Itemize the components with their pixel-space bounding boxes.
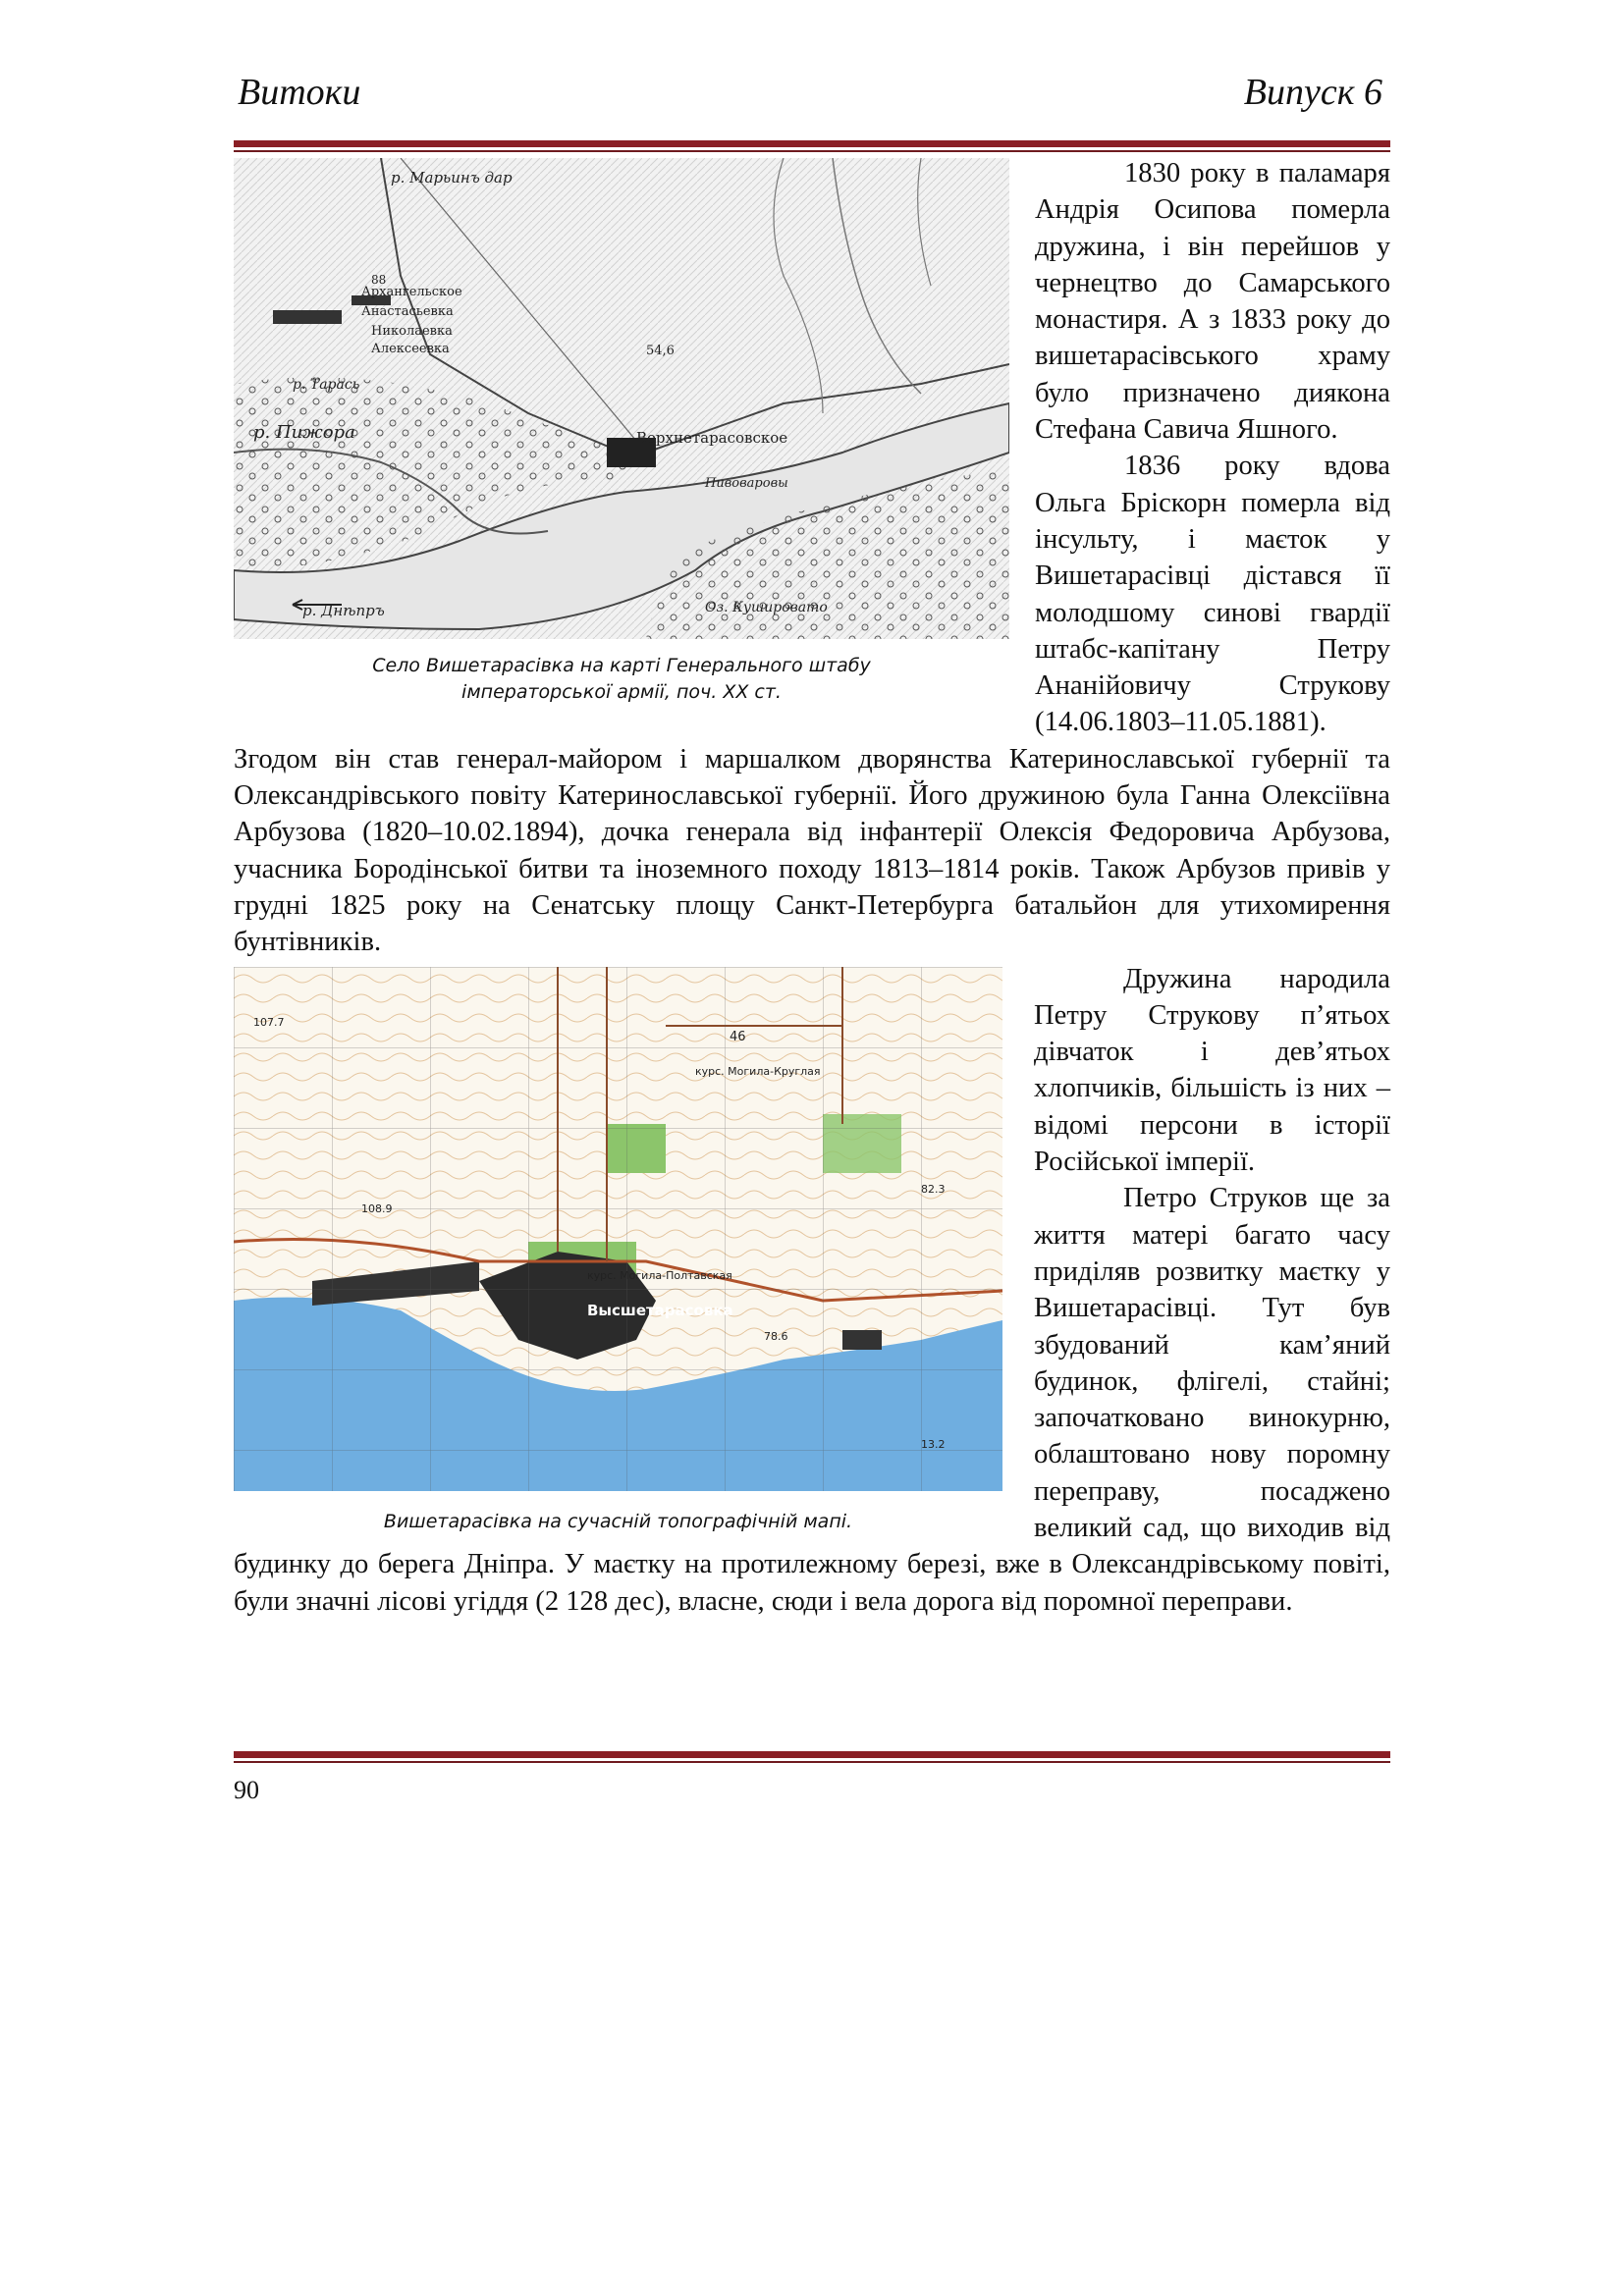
journal-title: Витоки	[238, 72, 361, 113]
hist-map-label: Николаевка	[371, 324, 453, 339]
historical-map-image	[234, 158, 1009, 639]
hist-map-label: 54,6	[646, 344, 675, 358]
topo-map-label: Высшетарасовка	[587, 1301, 733, 1319]
hist-map-label: Верхнетарасовское	[636, 429, 788, 447]
hist-map-label: Анастасьевка	[361, 304, 454, 319]
topo-map-label: курс. Могила-Круглая	[695, 1064, 821, 1078]
hist-map-label: р. Пижора	[253, 422, 355, 443]
paragraph: 1830 року в паламаря Андрія Осипова померла дружина, і він перейшов у чернецтво до Самарського монастиря. А з 1833 року до вишетарасівського храму було призначено диякона Стефана Савича Яшного.	[1035, 158, 1390, 446]
caption-line: Село Вишетарасівка на карті Генерального штабу	[372, 655, 871, 676]
hist-map-label: 88	[371, 273, 387, 287]
topo-map-label: 13.2	[921, 1437, 946, 1451]
hist-map-label: Пивоваровы	[705, 476, 788, 491]
hist-map-label: Алексеевка	[371, 342, 450, 356]
hist-map-label: р. Тарась	[293, 377, 360, 393]
paragraph: 1836 року вдова Ольга Бріскорн померла від інсульту, і маєток у Вишетарасівці дістався її молодшому синові гвардії штабс-капітану Петру Ананійовичу Струкову (14.06.1803–11.05.1881). Згодом він став генерал-майором і маршалком дворянства Катеринославської губернії та Олександрівського повіту Катеринославської губернії. Його дружиною була Ганна Олексіївна Арбузова (1820–10.02.1894), дочка генерала від інфантерії Олексія Федоровича Арбузова, учасника Бородінської битви та іноземного походу 1813–1814 років. Також Арбузов привів у грудні 1825 року на Сенатську площу Санкт-Петербурга батальйон для утихомирення бунтівників.	[234, 451, 1390, 958]
hist-map-label: р. Днѣпръ	[302, 602, 385, 619]
topo-map-label: 107.7	[253, 1015, 285, 1029]
hist-map-label: р. Марьинъ дар	[391, 169, 513, 187]
hist-map-label: Оз. Кушировато	[705, 600, 828, 615]
paragraph: Дружина народила Петру Струкову п’ятьох дівчаток і дев’ятьох хлопчиків, більшість із них – відомі персони в історії Російської імперії.	[1034, 963, 1390, 1178]
hist-map-label: Архангельское	[361, 285, 462, 299]
historical-map-figure	[234, 158, 1009, 716]
footer-rule	[234, 1751, 1390, 1763]
article-body	[234, 155, 1390, 1620]
figure2-caption: Вишетарасівка на сучасній топографічній мапі.	[383, 1510, 853, 1532]
topo-map-label: курс. Могила-Полтавская	[587, 1268, 732, 1282]
paragraph: Петро Струков ще за життя матері багато часу приділяв розвитку маєтку у Вишетарасівці. Тут був збудований кам’яний будинок, флігелі, стайні; започатковано винокурню, облаштовано нову поромну переправу, посаджено великий сад, що виходив від будинку до берега Дніпра. У маєтку на протилежному березі, вже в Олександрівському повіті, були значні лісові угіддя (2 128 дес), власне, сюди і вела дорога від поромної переправи.	[234, 1183, 1390, 1617]
running-header	[234, 71, 1390, 130]
topographic-map-figure	[234, 967, 1002, 1546]
header-rule	[234, 140, 1390, 152]
topo-map-label: 108.9	[361, 1201, 393, 1215]
topographic-map-image	[234, 967, 1002, 1491]
topo-map-label: 82.3	[921, 1182, 946, 1196]
page-number: 90	[234, 1776, 259, 1804]
caption-line: імператорської армії, поч. XX ст.	[461, 681, 782, 703]
topo-map-label: 46	[730, 1029, 746, 1044]
topo-map-label: 78.6	[764, 1329, 788, 1343]
figure1-caption	[234, 653, 1009, 706]
issue-number: Випуск 6	[1243, 72, 1382, 113]
